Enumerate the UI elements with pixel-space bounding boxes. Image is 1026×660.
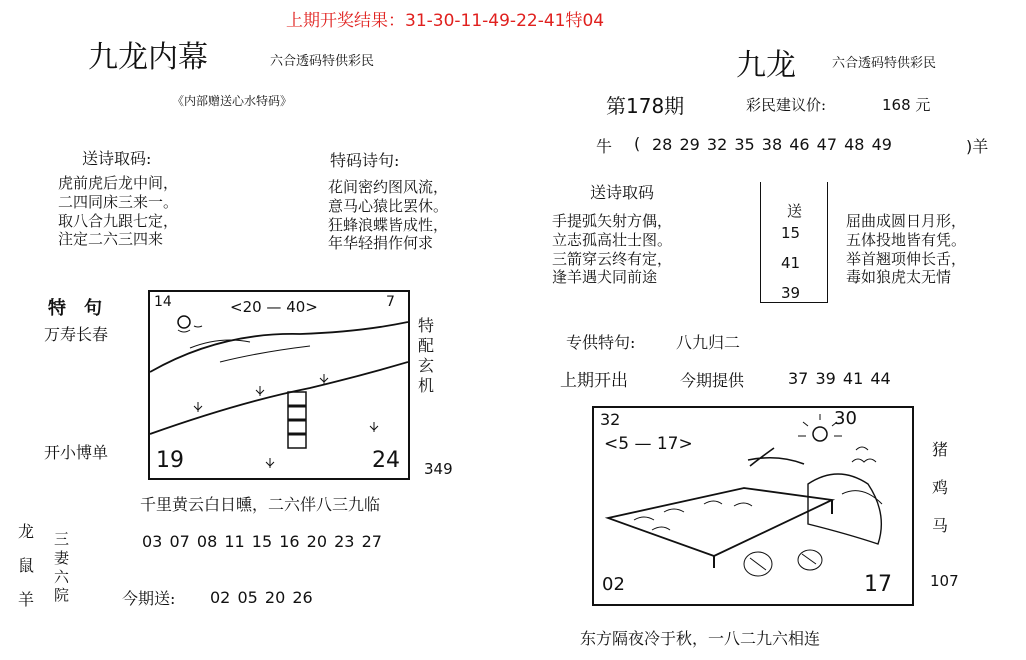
send-label: 今期送: xyxy=(122,589,176,608)
last-label: 上期开出 xyxy=(560,371,628,391)
special-value: 八九归二 xyxy=(676,333,741,352)
right-poem-right: 屈曲成圆日月形， 五体投地皆有凭。 举首翘项伸长舌， 毒如狼虎太无情 xyxy=(846,212,967,287)
right-clue-line: 东方隔夜冷于秋，一八二九六相连 xyxy=(580,629,821,648)
special-label: 专供特句: xyxy=(566,333,636,352)
provide-numbers: 37 39 41 44 xyxy=(788,369,891,388)
left-poem-heading: 送诗取码: xyxy=(82,149,152,168)
left-gift-line: 《内部赠送心水特码》 xyxy=(172,94,293,108)
send-box xyxy=(760,182,828,303)
landscape-drawing xyxy=(150,292,408,478)
pic-corner-bl: 02 xyxy=(602,574,625,595)
poem-line: 意马心猿比罢休。 xyxy=(328,196,449,215)
pic-range: <20 — 40> xyxy=(230,298,318,316)
right-side-number: 107 xyxy=(930,572,959,590)
poem-line: 花间密约图风流， xyxy=(328,178,449,196)
provide-label: 今期提供 xyxy=(680,371,745,390)
pic-corner-tr: 7 xyxy=(386,294,395,310)
code-poem xyxy=(328,178,448,253)
side-number: 349 xyxy=(424,460,453,478)
right-title: 九龙 xyxy=(736,48,796,83)
zodiac-vertical: 龙 鼠 羊 xyxy=(18,522,35,609)
side-vertical-text: 特 配 玄 机 xyxy=(418,316,435,395)
send-box-number: 41 xyxy=(781,254,801,272)
right-picture-frame xyxy=(592,406,914,606)
price-label: 彩民建议价: xyxy=(746,96,827,114)
poem-line: 取八合九跟七定， xyxy=(58,211,179,230)
right-subtitle: 六合透码特供彩民 xyxy=(832,56,937,71)
kaixiao-label: 开小博单 xyxy=(44,443,109,462)
row-close: )羊 xyxy=(966,137,989,156)
row-left: 牛 xyxy=(596,137,613,156)
pic-range: <5 — 17> xyxy=(604,434,693,454)
row-numbers: 28 29 32 35 38 46 47 48 49 xyxy=(652,135,892,154)
poem-line: 年华轻捐作何求 xyxy=(328,234,434,253)
poem-line: 狂蜂浪蝶皆成性， xyxy=(328,215,449,234)
three-vertical: 三 妻 六 院 xyxy=(54,530,70,605)
right-poem-left: 手提弧矢射方偶， 立志孤高壮士图。 三箭穿云终有定， 逢羊遇犬同前途 xyxy=(552,212,673,287)
special-phrase-heading: 特 句 xyxy=(48,298,102,319)
price-value: 168 元 xyxy=(882,96,931,114)
send-box-heading: 送 xyxy=(787,202,803,220)
send-box-number: 15 xyxy=(781,224,801,242)
code-poem-heading: 特码诗句: xyxy=(330,151,400,170)
left-title: 九龙内幕 xyxy=(88,40,208,75)
right-poem-heading: 送诗取码 xyxy=(590,183,655,202)
send-numbers: 02 05 20 26 xyxy=(210,588,313,607)
side-zodiac: 猪 鸡 马 xyxy=(932,440,949,535)
left-clue-line: 千里黄云白日曛，二六伴八三九临 xyxy=(140,495,381,514)
poem-line: 二四同床三来一。 xyxy=(58,192,179,211)
left-poem xyxy=(58,174,178,249)
pic-corner-br: 17 xyxy=(864,572,892,597)
row-open: ( xyxy=(634,134,641,153)
left-subtitle: 六合透码特供彩民 xyxy=(270,54,375,69)
poem-line: 虎前虎后龙中间， xyxy=(58,174,179,192)
result-banner: 上期开奖结果：31-30-11-49-22-41特04 xyxy=(286,11,605,31)
poem-line: 注定二六三四来 xyxy=(58,230,164,249)
pic-corner-tl: 32 xyxy=(600,410,621,429)
issue-number: 第178期 xyxy=(606,94,685,118)
left-picture-frame xyxy=(148,290,410,480)
pic-corner-br: 24 xyxy=(372,448,400,473)
special-phrase: 万寿长春 xyxy=(44,325,109,344)
send-box-number: 39 xyxy=(781,284,801,302)
pic-corner-tr: 30 xyxy=(834,408,857,429)
left-numbers-line: 03 07 08 11 15 16 20 23 27 xyxy=(142,532,382,551)
pic-corner-tl: 14 xyxy=(154,294,172,310)
pic-corner-bl: 19 xyxy=(156,448,184,473)
